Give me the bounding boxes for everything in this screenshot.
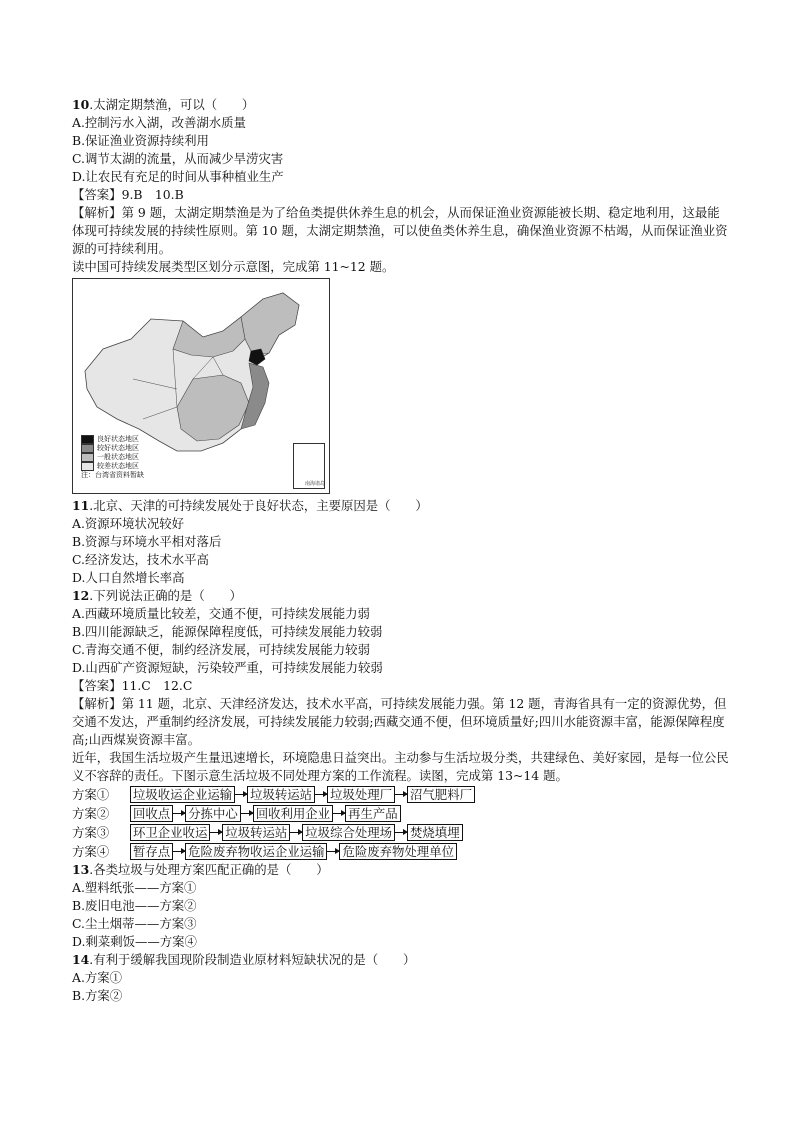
option: A.方案① bbox=[72, 970, 123, 985]
document-page bbox=[72, 96, 732, 1005]
map-note: 注：台湾省资料暂缺 bbox=[81, 471, 144, 479]
flow-box: 垃圾处理厂 bbox=[327, 786, 395, 803]
flow-box: 再生产品 bbox=[345, 805, 401, 822]
option: A.控制污水入湖，改善湖水质量 bbox=[72, 115, 246, 130]
flow-box: 危险废弃物处理单位 bbox=[339, 843, 457, 860]
arrow-icon bbox=[315, 794, 327, 795]
option: A.资源环境状况较好 bbox=[72, 516, 185, 531]
question-10-stem: 10.太湖定期禁渔，可以（ ） bbox=[72, 97, 255, 112]
plan-row: 方案④ 暂存点 危险废弃物收运企业运输 危险废弃物处理单位 bbox=[72, 842, 732, 861]
option: C.经济发达，技术水平高 bbox=[72, 552, 209, 567]
flow-box: 垃圾收运企业运输 bbox=[130, 786, 235, 803]
arrow-icon bbox=[173, 813, 185, 814]
arrow-icon bbox=[241, 813, 253, 814]
flow-box: 垃圾综合处理场 bbox=[302, 824, 395, 841]
intro-paragraph: 近年，我国生活垃圾产生量迅速增长，环境隐患日益突出。主动参与生活垃圾分类，共建绿色、美好家园，是每一位公民义不容辞的责任。下图示意生活垃圾不同处理方案的工作流程。读图，完成第 13~14 题。 bbox=[72, 750, 729, 783]
arrow-icon bbox=[290, 832, 302, 833]
flow-box: 危险废弃物收运企业运输 bbox=[185, 843, 327, 860]
region-normal bbox=[241, 293, 299, 355]
analysis-paragraph: 【解析】第 11 题，北京、天津经济发达，技术水平高，可持续发展能力强。第 12 题，青海省具有一定的资源优势，但交通不发达，严重制约经济发展，可持续发展能力较弱;西藏交通不便，但环境质量好;四川水能资源丰富，能源保障程度高;山西煤炭资源丰富。 bbox=[72, 696, 727, 747]
option: A.塑料纸张——方案① bbox=[72, 880, 197, 895]
map-intro: 读中国可持续发展类型区划分示意图，完成第 11~12 题。 bbox=[72, 259, 395, 274]
option: B.保证渔业资源持续利用 bbox=[72, 133, 209, 148]
flow-box: 回收点 bbox=[130, 805, 173, 822]
question-11-stem: 11.北京、天津的可持续发展处于良好状态，主要原因是（ ） bbox=[72, 498, 428, 513]
plan-row: 方案② 回收点 分拣中心 回收利用企业 再生产品 bbox=[72, 804, 732, 823]
option: D.人口自然增长率高 bbox=[72, 570, 185, 585]
inset-label: 南海诸岛 bbox=[304, 481, 325, 487]
answer-line: 【答案】11.C 12.C bbox=[72, 678, 193, 693]
question-12-stem: 12.下列说法正确的是（ ） bbox=[72, 588, 242, 603]
arrow-icon bbox=[235, 794, 247, 795]
flow-box: 焚烧填埋 bbox=[407, 824, 463, 841]
china-sustainability-map bbox=[72, 278, 330, 494]
option: A.西藏环境质量比较差，交通不便，可持续发展能力弱 bbox=[72, 606, 370, 621]
plan-row: 方案③ 环卫企业收运 垃圾转运站 垃圾综合处理场 焚烧填埋 bbox=[72, 823, 732, 842]
analysis-paragraph: 【解析】第 9 题，太湖定期禁渔是为了给鱼类提供休养生息的机会，从而保证渔业资源能被长期、稳定地利用，这最能体现可持续发展的持续性原则。第 10 题，太湖定期禁渔，可以使鱼类休养生息，确保渔业资源不枯竭，从而保证渔业资源的可持续利用。 bbox=[72, 205, 728, 256]
option: B.资源与环境水平相对落后 bbox=[72, 534, 222, 549]
option: D.让农民有充足的时间从事种植业生产 bbox=[72, 169, 284, 184]
question-13-stem: 13.各类垃圾与处理方案匹配正确的是（ ） bbox=[72, 862, 329, 877]
option: C.青海交通不便，制约经济发展，可持续发展能力较弱 bbox=[72, 642, 370, 657]
flow-box: 暂存点 bbox=[130, 843, 173, 860]
option: D.剩菜剩饭——方案④ bbox=[72, 934, 197, 949]
arrow-icon bbox=[333, 813, 345, 814]
flow-box: 分拣中心 bbox=[185, 805, 241, 822]
flow-box: 回收利用企业 bbox=[253, 805, 333, 822]
question-14-stem: 14.有利于缓解我国现阶段制造业原材料短缺状况的是（ ） bbox=[72, 952, 416, 967]
flow-box: 环卫企业收运 bbox=[130, 824, 210, 841]
option: B.废旧电池——方案② bbox=[72, 898, 197, 913]
option: B.四川能源缺乏，能源保障程度低，可持续发展能力较弱 bbox=[72, 624, 383, 639]
flow-box: 垃圾转运站 bbox=[222, 824, 290, 841]
option: C.调节太湖的流量，从而减少旱涝灾害 bbox=[72, 151, 284, 166]
arrow-icon bbox=[395, 832, 407, 833]
option: C.尘土烟蒂——方案③ bbox=[72, 916, 197, 931]
flow-box: 沼气肥料厂 bbox=[407, 786, 475, 803]
question-number: 10 bbox=[72, 97, 90, 112]
answer-line: 【答案】9.B 10.B bbox=[72, 187, 184, 202]
arrow-icon bbox=[327, 851, 339, 852]
plan-row: 方案① 垃圾收运企业运输 垃圾转运站 垃圾处理厂 沼气肥料厂 bbox=[72, 785, 732, 804]
arrow-icon bbox=[395, 794, 407, 795]
arrow-icon bbox=[210, 832, 222, 833]
option: B.方案② bbox=[72, 988, 123, 1003]
arrow-icon bbox=[173, 851, 185, 852]
option: D.山西矿产资源短缺，污染较严重，可持续发展能力较弱 bbox=[72, 660, 383, 675]
flow-box: 垃圾转运站 bbox=[247, 786, 315, 803]
map-legend: 良好状态地区 较好状态地区 一般状态地区 较差状态地区 注：台湾省资料暂缺 bbox=[81, 435, 144, 479]
